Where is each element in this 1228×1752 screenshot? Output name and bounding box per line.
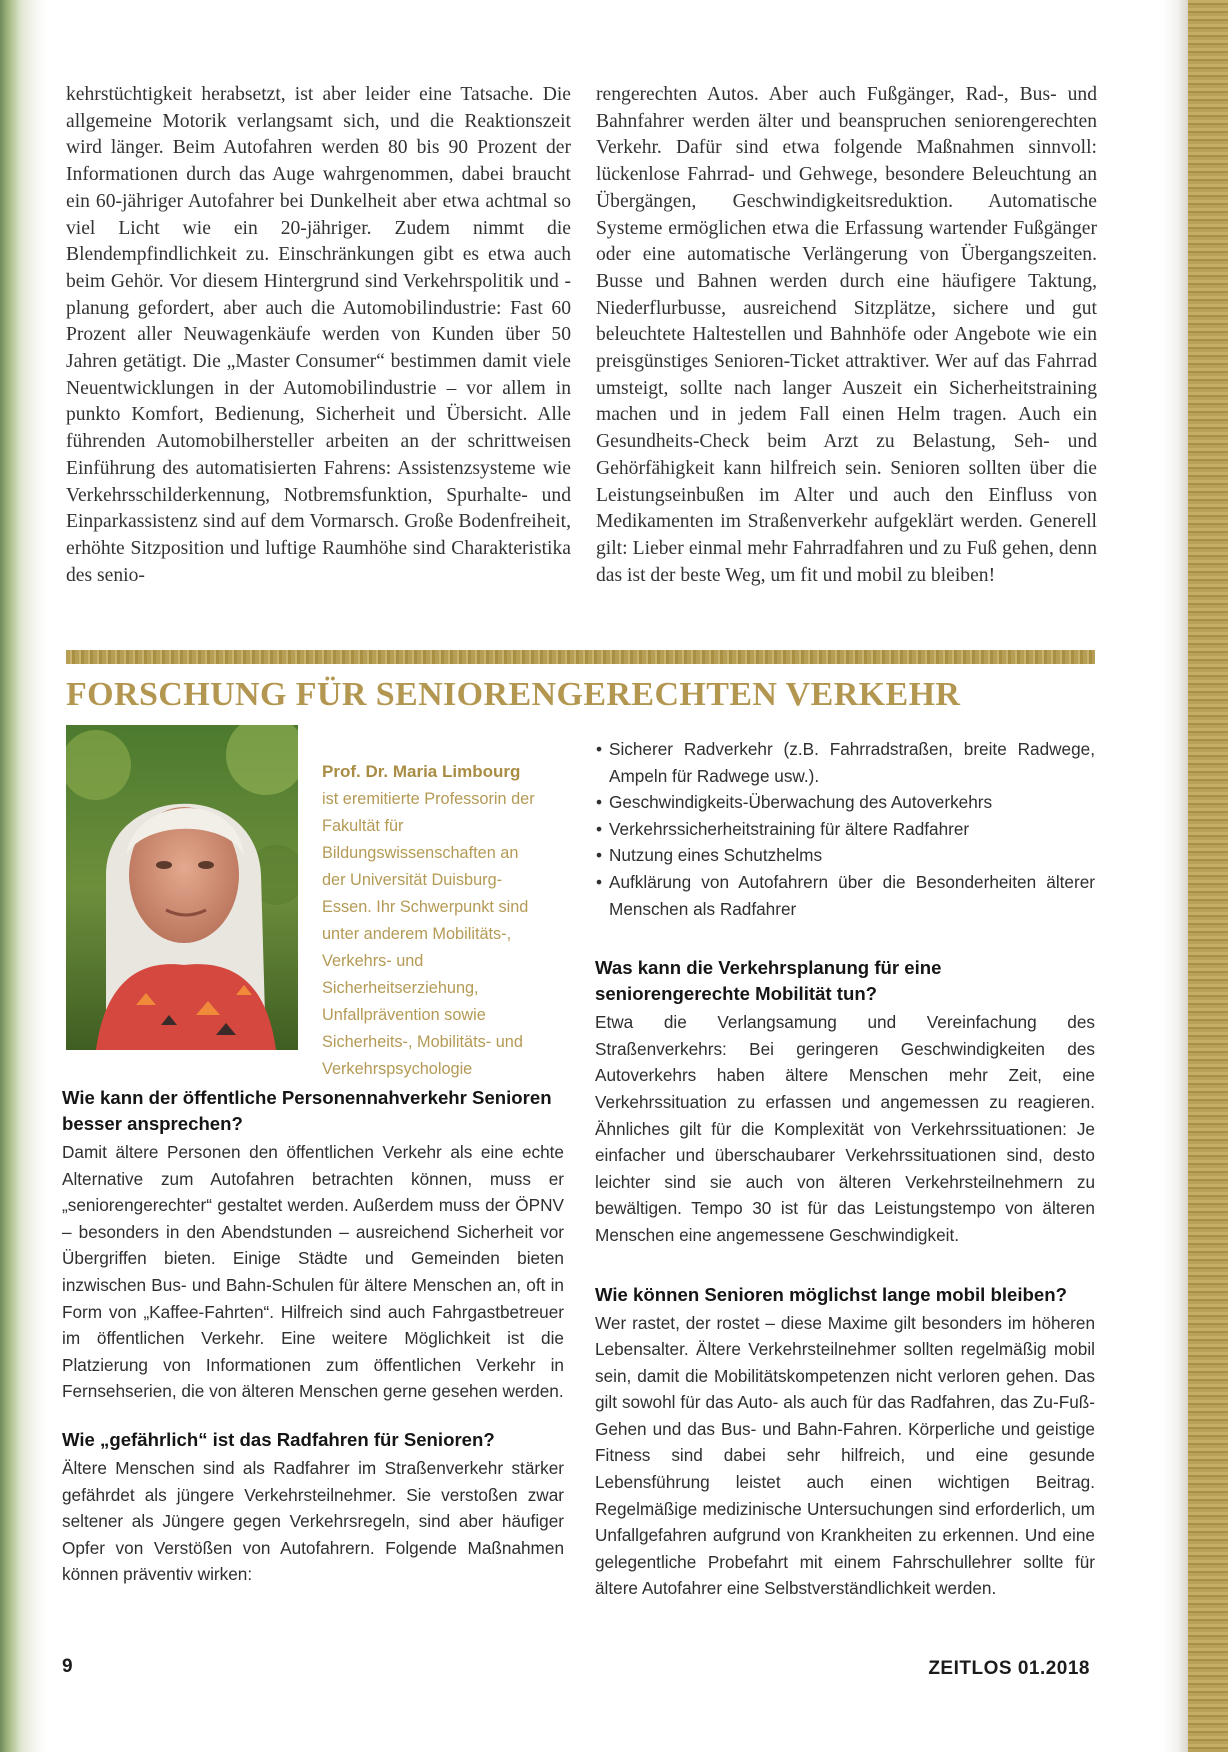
gold-side-band: [1188, 0, 1228, 1752]
question-heading: Wie können Senioren möglichst lange mobil bleiben?: [595, 1283, 1067, 1305]
answer-text: Damit ältere Personen den öffentlichen Verkehr als eine echte Alternative zum Autofahren betrachten können, muss er „seniorengerechter“ gestaltet werden. Außerdem muss der ÖPNV – besonders in den Abendstunden – ausreichend Sicherheit vor Übergriffen bieten. Einige Städte und Gemeinden bieten inzwischen Bus- und Bahn-Schulen für ältere Menschen an, oft in Form von „Kaffee-Fahrten“. Hilfreich sind auch Fahrgastbetreuer im öffentlichen Verkehr. Eine weitere Möglichkeit ist die Platzierung von Informationen zum öffentlichen Verkehr in Fernsehserien, die von älteren Menschen gerne gesehen werden.: [62, 1142, 564, 1402]
magazine-issue: ZEITLOS 01.2018: [928, 1658, 1090, 1679]
list-item: • Nutzung eines Schutzhelms: [595, 842, 1095, 869]
answer-text: Ältere Menschen sind als Radfahrer im Straßenverkehr stärker gefährdet als jüngere Verkehrsteilnehmer. Sie verstoßen zwar seltener als Jüngere gegen Verkehrsregeln, sind aber häufiger Opfer von Verstößen von Autofahrern. Folgende Maßnahmen können präventiv wirken:: [62, 1457, 564, 1585]
interview-column-left: [62, 1085, 564, 1588]
page-number: 9: [62, 1656, 73, 1677]
author-name: Prof. Dr. Maria Limbourg: [322, 762, 521, 781]
author-bio-text: ist eremitierte Professorin der Fakultät für Bildungswissenschaften an der Universität Duisburg-Essen. Ihr Schwerpunkt sind unter anderem Mobilitäts-, Verkehrs- und Sicherheitserziehung, Unfallprävention sowie Sicherheits-, Mobilitäts- und Verkehrspsychologie: [322, 790, 535, 1078]
answer-text: Wer rastet, der rostet – diese Maxime gilt besonders im höheren Lebensalter. Ältere Verkehrsteilnehmer sollten regelmäßig mobil sein, damit die Mobilitätskompetenzen nicht verloren gehen. Das gilt sowohl für das Auto- als auch für das Radfahren, das Zu-Fuß-Gehen und das Bus- und Bahn-Fahren. Körperliche und geistige Fitness sind dabei sehr hilfreich, und eine gesunde Lebensführung leistet auch einen wichtigen Beitrag. Regelmäßige medizinische Untersuchungen sind erforderlich, um Unfallgefahren aufgrund von Krankheiten zu erkennen. Und eine gelegentliche Probefahrt mit einem Fahrschullehrer sollte für ältere Autofahrer eine Selbstverständlichkeit werden.: [595, 1312, 1095, 1599]
question-heading: Was kann die Verkehrsplanung für eine seniorengerechte Mobilität tun?: [595, 957, 942, 1005]
answer-text: Etwa die Verlangsamung und Vereinfachung des Straßenverkehrs: Bei geringeren Geschwindigkeiten des Autoverkehrs haben ältere Menschen mehr Zeit, eine Verkehrssituation zu erfassen und angemessen zu reagieren. Ähnliches gilt für die Komplexität von Verkehrssituationen: Je einfacher und überschaubarer Verkehrssituationen sind, desto leichter sind sie auch von älteren Verkehrsteilnehmern zu bewältigen. Tempo 30 ist für das Leistungstempo von älteren Menschen eine angemessene Geschwindigkeit.: [595, 1012, 1095, 1245]
article-column-left: kehrstüchtigkeit herabsetzt, ist aber leider eine Tatsache. Die allgemeine Motorik verlangsamt sich, und die Reaktionszeit wird länger. Beim Autofahren werden 80 bis 90 Prozent der Informationen durch das Auge wahrgenommen, dabei braucht ein 60-jähriger Autofahrer bei Dunkelheit aber etwa achtmal so viel Licht wie ein 20-jähriger. Zudem nimmt die Blendempfindlichkeit zu. Einschränkungen gibt es etwa auch beim Gehör. Vor diesem Hintergrund sind Verkehrspolitik und -planung gefordert, aber auch die Automobilindustrie: Fast 60 Prozent aller Neuwagenkäufe werden von Kunden über 50 Jahren getätigt. Die „Master Consumer“ bestimmen damit viele Neuentwicklungen in der Automobilindustrie – vor allem in punkto Komfort, Bedienung, Sicherheit und Übersicht. Alle führenden Automobilhersteller arbeiten an der schrittweisen Einführung des automatisierten Fahrens: Assistenzsysteme wie Verkehrsschilderkennung, Notbremsfunktion, Spurhalte- und Einparkassistenz sind auf dem Vormarsch. Große Bodenfreiheit, erhöhte Sitzposition und luftige Raumhöhe sind Charakteristika des senio-: [66, 84, 571, 586]
section-title: FORSCHUNG FÜR SENIORENGERECHTEN VERKEHR: [66, 676, 961, 713]
page-fold-shadow: [1162, 0, 1188, 1752]
question-heading: Wie „gefährlich“ ist das Radfahren für Senioren?: [62, 1428, 495, 1450]
list-item: • Verkehrssicherheitstraining für ältere Radfahrer: [595, 816, 1095, 843]
list-item: • Aufklärung von Autofahrern über die Besonderheiten älterer Menschen als Radfahrer: [595, 869, 1095, 922]
author-bio: [322, 758, 540, 1083]
question-heading: Wie kann der öffentliche Personennahverkehr Senioren besser ansprechen?: [62, 1087, 552, 1134]
list-item: • Geschwindigkeits-Überwachung des Autoverkehrs: [595, 789, 1095, 816]
list-item: • Sicherer Radverkehr (z.B. Fahrradstraßen, breite Radwege, Ampeln für Radwege usw.).: [595, 736, 1095, 789]
article-column-right: rengerechten Autos. Aber auch Fußgänger, Rad-, Bus- und Bahnfahrer werden älter und beanspruchen seniorengerechten Verkehr. Dafür sind etwa folgende Maßnahmen sinnvoll: lückenlose Fahrrad- und Gehwege, besondere Beleuchtung an Übergängen, Geschwindigkeitsreduktion. Automatische Systeme ermöglichen etwa die Erfassung wartender Fußgänger oder eine automatische Verlängerung von Übergangszeiten. Busse und Bahnen werden durch eine häufigere Taktung, Niederflurbusse, ausreichend Sitzplätze, sichere und gut beleuchtete Haltestellen und Bahnhöfe oder Angebote wie ein preisgünstiges Senioren-Ticket attraktiver. Wer auf das Fahrrad umsteigt, sollte nach langer Auszeit ein Sicherheitstraining machen und in jedem Fall einen Helm tragen. Auch ein Gesundheits-Check beim Arzt zu Belastung, Seh- und Gehörfähigkeit kann hilfreich sein. Senioren sollten über die Leistungseinbußen im Alter und auch den Einfluss von Medikamenten im Straßenverkehr aufgeklärt werden. Generell gilt: Lieber einmal mehr Fahrradfahren und zu Fuß gehen, denn das ist der beste Weg, um fit und mobil zu bleiben!: [596, 84, 1097, 586]
measures-list: [595, 736, 1095, 922]
scan-left-edge: [0, 0, 46, 1752]
interview-column-right: [595, 736, 1095, 1602]
author-portrait: [66, 725, 298, 1050]
section-divider: [66, 650, 1095, 664]
